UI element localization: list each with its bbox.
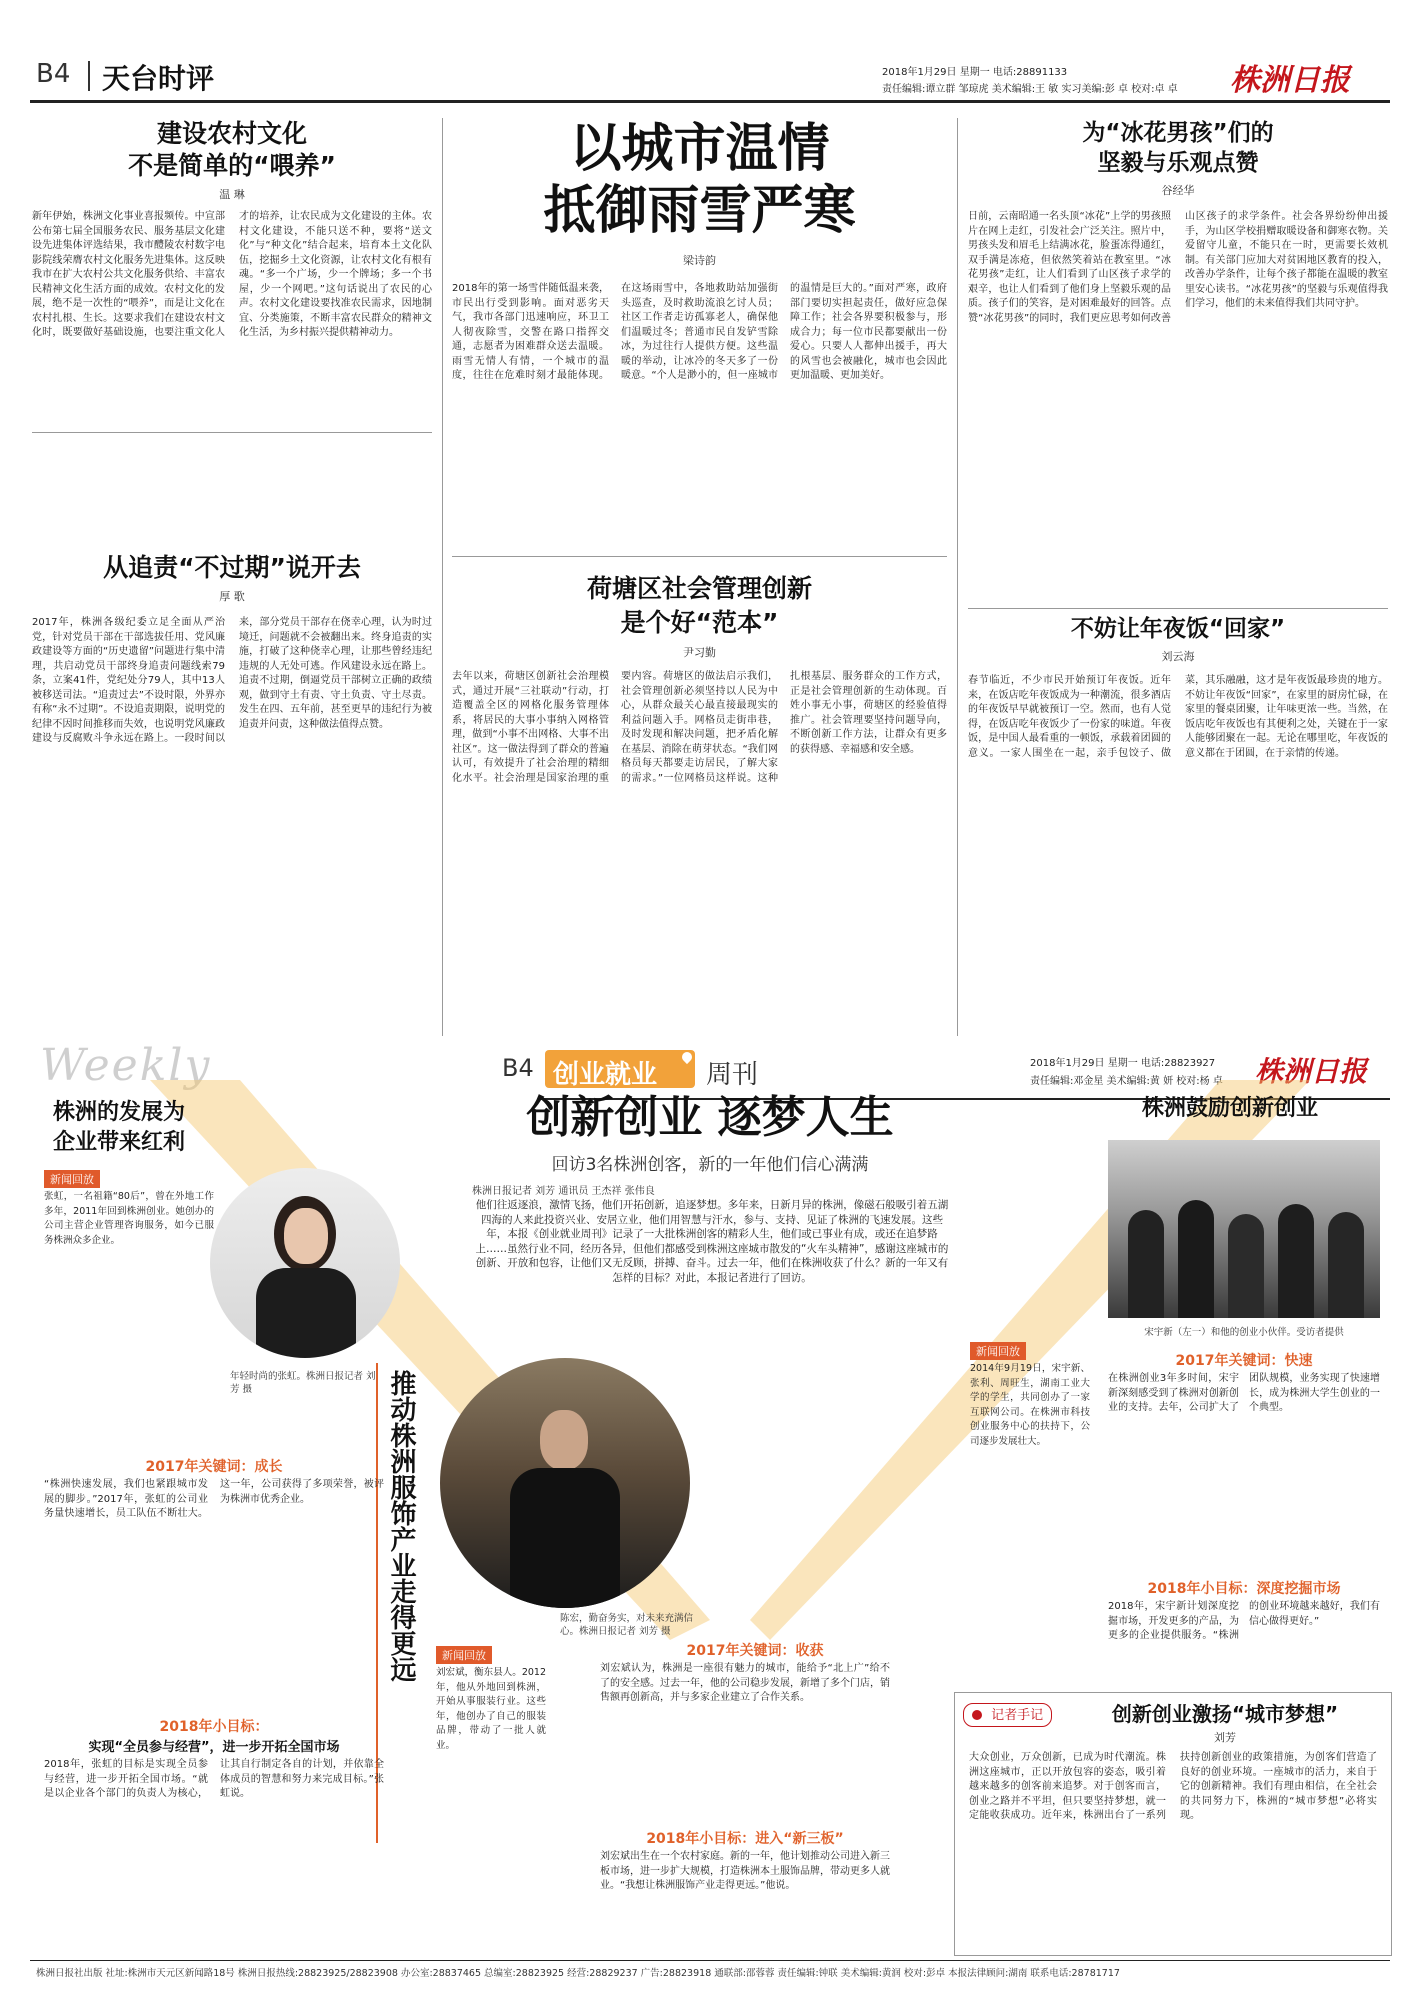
reporter-note-label: 记者手记 bbox=[991, 1708, 1044, 1723]
photo-caption: 年轻时尚的张虹。株洲日报记者 刘芳 摄 bbox=[230, 1371, 376, 1395]
article-hetang-innovation bbox=[452, 572, 947, 1036]
page-number: B4 bbox=[502, 1054, 534, 1082]
keyword-2018: 2018年小目标：深度挖掘市场 bbox=[1147, 1581, 1341, 1597]
header-divider bbox=[88, 61, 90, 91]
article-accountability bbox=[32, 552, 432, 1032]
group-person-3 bbox=[1228, 1214, 1264, 1318]
review-text: 张虹，一名祖籍“80后”，曾在外地工作多年，2011年回到株洲创业。她创办的公司主营企业管理咨询服务，如今已服务株洲众多企业。 bbox=[44, 1191, 214, 1246]
vertical-title: 推动株洲服饰产业走得更远 bbox=[386, 1370, 416, 1682]
article-author: 刘云海 bbox=[1161, 650, 1195, 663]
article-city-warmth bbox=[452, 118, 947, 546]
entrepreneur-photo bbox=[440, 1358, 690, 1608]
article-title-line2: 坚毅与乐观点赞 bbox=[1097, 150, 1259, 176]
header-rule bbox=[30, 100, 1390, 103]
person-head bbox=[540, 1410, 588, 1470]
article-title: 从追责“不过期”说开去 bbox=[103, 553, 361, 582]
article-author: 厚 歌 bbox=[219, 590, 245, 603]
review-tag-label: 新闻回放 bbox=[44, 1170, 100, 1188]
weekly-watermark: Weekly bbox=[40, 1040, 212, 1091]
article-author: 谷经华 bbox=[1161, 184, 1195, 197]
date-line: 2018年1月29日 星期一 电话:28891133 bbox=[882, 67, 1068, 78]
date-line: 2018年1月29日 星期一 电话:28823927 bbox=[1030, 1058, 1216, 1069]
divider bbox=[968, 608, 1388, 609]
article-title-line2: 抵御雨雪严寒 bbox=[543, 181, 856, 241]
editors-line: 责任编辑:谭立群 邹琼虎 美术编辑:王 敏 实习美编:彭 卓 校对:卓 卓 bbox=[882, 84, 1178, 95]
footer-text: 株洲日报社出版 社址:株洲市天元区新闻路18号 株洲日报热线:28823925/28823908 办公室:28837465 总编室:28823925 经营:28829237 广告:28823918 通联部:邵蓉蓉 责任编辑:钟联 美术编辑:黄润 校对:彭卓 本报法律顾问:湖南 联系电话:28781717 bbox=[36, 1968, 1120, 1979]
section-suffix: 周刊 bbox=[706, 1060, 759, 1090]
article-title: 不妨让年夜饭“回家” bbox=[1070, 616, 1286, 642]
feature-intro: 他们往返逐浪，激情飞扬，他们开拓创新，追逐梦想。多年来，日新月异的株洲，像磁石般吸引着五湖四海的人来此投资兴业、安居立业，他们用智慧与汗水，参与、支持、见证了株洲的飞速发展。这些年，本报《创业就业周刊》记录了一大批株洲创客的精彩人生，他们或已事业有成，或还在追梦路上……虽然行业不同，经历各异，但他们都感受到株洲这座城市散发的“火车头精神”，感谢这座城市的创新、开放和包容，让他们又无反顾，拼搏、奋斗。过去一年，他们在株洲收获了什么？新的一年又有怎样的目标？对此，本报记者进行了回访。 bbox=[475, 1199, 949, 1284]
page-number: B4 bbox=[36, 59, 71, 89]
keyword-2017: 2017年关键词：成长 bbox=[145, 1459, 283, 1475]
group-person-2 bbox=[1178, 1200, 1214, 1318]
person-body bbox=[510, 1468, 620, 1608]
article-body: 日前，云南昭通一名头顶“冰花”上学的男孩照片在网上走红，引发社会广泛关注。照片中，男孩头发和眉毛上结满冰花，脸蛋冻得通红，双手满是冻疮，但依然笑着站在教室里。“冰花男孩”走红，让人们看到了山区孩子求学的艰辛，也让人们看到了他们身上坚毅乐观的品质。孩子们的笑容，是对困难最好的回答。点赞“冰花男孩”的同时，我们更应思考如何改善山区孩子的求学条件。社会各界纷纷伸出援手，为山区学校捐赠取暖设备和御寒衣物。关爱留守儿童，不能只在一时，更需要长效机制。有关部门应加大对贫困地区教育的投入，改善办学条件，让每个孩子都能在温暖的教室里安心读书。“冰花男孩”的坚毅与乐观值得我们学习，他们的未来值得我们共同守护。 bbox=[968, 211, 1388, 324]
article-ice-boy bbox=[968, 118, 1388, 602]
left-feature-photo bbox=[210, 1168, 400, 1358]
text-2018: 刘宏斌出生在一个农村家庭。新的一年，他计划推动公司进入新三板市场，进一步扩大规模，打造株洲本土服饰品牌，带动更多人就业。“我想让株洲服饰产业走得更远。”他说。 bbox=[600, 1851, 890, 1891]
text-2018: 2018年，宋宇新计划深度挖掘市场，开发更多的产品，为更多的企业提供服务。“株洲的创业环境越来越好，我们有信心做得更好。” bbox=[1108, 1601, 1380, 1641]
article-body: 2017年，株洲各级纪委立足全面从严治党，针对党员干部在干部选拔任用、党风廉政建设等方面的“历史遗留”问题进行集中清理，共启动党员干部终身追责问题线索79条，立案41件，党纪处分79人，其中13人被移送司法。“追责过去”不设时限，外界亦有称“永不过期”。不设追责期限，说明党的纪律不因时间推移而失效，也说明党风廉政建设与反腐败斗争永远在路上。一段时间以来，部分党员干部存在侥幸心理，认为时过境迁，问题就不会被翻出来。终身追责的实施，打破了这种侥幸心理，让那些曾经违纪违规的人无处可逃。作风建设永远在路上。追责不过期，倒逼党员干部树立正确的政绩观，做到守土有责、守土负责、守土尽责。发生在四、五年前，甚至更早的违纪行为被追责并问责，这种做法值得点赞。 bbox=[32, 617, 432, 744]
article-title-line2: 是个好“范本” bbox=[620, 608, 779, 637]
article-body: 2018年的第一场雪伴随低温来袭，市民出行受到影响。面对恶劣天气，我市各部门迅速响应，环卫工人彻夜除雪，交警在路口指挥交通，志愿者为困难群众送去温暖。雨雪无情人有情，一个城市的温度，往往在危难时刻才最能体现。在这场雨雪中，各地救助站加强街头巡查，及时救助流浪乞讨人员；社区工作者走访孤寡老人，确保他们温暖过冬；普通市民自发铲雪除冰，为过往行人提供方便。这些温暖的举动，让冰冷的冬天多了一份暖意。“个人是渺小的，但一座城市的温情是巨大的。”面对严寒，政府部门要切实担起责任，做好应急保障工作；社会各界要积极参与，形成合力；每一位市民都要献出一份爱心。只要人人都伸出援手，再大的风雪也会被融化，城市也会因此更加温暖、更加美好。 bbox=[452, 283, 947, 381]
article-author: 尹习勤 bbox=[683, 646, 716, 659]
article-body: 去年以来，荷塘区创新社会治理模式，通过开展“三社联动”行动，打造覆盖全区的网格化服务管理体系，将居民的大事小事纳入网格管理，做到“小事不出网格、大事不出社区”。这一做法得到了群众的普遍认可，有效提升了社会治理的精细化水平。社会治理是国家治理的重要内容。荷塘区的做法启示我们，社会管理创新必须坚持以人民为中心，从群众最关心最直接最现实的利益问题入手。网格员走街串巷，及时发现和解决问题，把矛盾化解在基层、消除在萌芽状态。“我们网格员每天都要走访居民，了解大家的需求。”一位网格员这样说。这种扎根基层、服务群众的工作方式，正是社会管理创新的生动体现。百姓小事无小事，荷塘区的经验值得推广。社会管理要坚持问题导向，不断创新工作方法，让群众有更多的获得感、幸福感和安全感。 bbox=[452, 671, 947, 784]
photo-caption: 宋宇新（左一）和他的创业小伙伴。受访者提供 bbox=[1144, 1327, 1344, 1338]
column-divider bbox=[442, 118, 443, 1036]
photo-caption: 陈宏，勤奋务实，对未来充满信心。株洲日报记者 刘芳 摄 bbox=[560, 1613, 694, 1637]
group-person-4 bbox=[1278, 1204, 1314, 1318]
reporter-note-body: 大众创业，万众创新，已成为时代潮流。株洲这座城市，正以开放包容的姿态，吸引着越来越多的创客前来追梦。对于创客而言，创业之路并不平坦，但只要坚持梦想，就一定能收获成功。近年来，株洲出台了一系列扶持创新创业的政策措施，为创客们营造了良好的创业环境。一座城市的活力，来自于它的创新精神。我们有理由相信，在全社会的共同努力下，株洲的“城市梦想”必将实现。 bbox=[969, 1752, 1377, 1821]
footer-rule bbox=[30, 1960, 1390, 1961]
article-author: 温 琳 bbox=[219, 188, 245, 201]
article-body: 春节临近，不少市民开始预订年夜饭。近年来，在饭店吃年夜饭成为一种潮流，很多酒店的年夜饭早早就被预订一空。然而，也有人觉得，在饭店吃年夜饭少了一份家的味道。年夜饭，是中国人最看重的一顿饭，承载着团圆的意义。一家人围坐在一起，亲手包饺子、做菜，其乐融融，这才是年夜饭最珍贵的地方。不妨让年夜饭“回家”，在家里的厨房忙碌，在家里的餐桌团聚，让年味更浓一些。当然，在饭店吃年夜饭也有其便利之处，关键在于一家人能够团聚在一起。无论在哪里吃，年夜饭的意义都在于团圆，在于亲情的传递。 bbox=[968, 675, 1388, 759]
review-text: 刘宏斌，衡东县人。2012年，他从外地回到株洲，开始从事服装行业。这些年，他创办了自己的服装品牌，带动了一批人就业。 bbox=[436, 1667, 546, 1751]
reporter-note bbox=[954, 1692, 1392, 1956]
newspaper-logo: 株洲日报 bbox=[1255, 1055, 1368, 1088]
article-rural-culture bbox=[32, 118, 432, 426]
reporter-note-title: 创新创业激扬“城市梦想” bbox=[1111, 1702, 1339, 1726]
column-divider bbox=[957, 118, 958, 1036]
editors-line: 责任编辑:邓金星 美术编辑:黄 妍 校对:杨 卓 bbox=[1030, 1076, 1223, 1087]
article-title-line1: 为“冰花男孩”们的 bbox=[1082, 120, 1274, 146]
keyword-2017: 2017年关键词：收获 bbox=[686, 1643, 824, 1659]
feature-title: 创新创业 逐梦人生 bbox=[526, 1092, 894, 1143]
group-person-5 bbox=[1328, 1212, 1364, 1318]
person-face bbox=[284, 1208, 328, 1264]
keyword-2018: 2018年小目标： bbox=[159, 1719, 269, 1735]
article-body: 新年伊始，株洲文化事业喜报频传。中宣部公布第七届全国服务农民、服务基层文化建设先进集体评选结果，我市醴陵农村数字电影院线荣膺农村文化服务先进集体。这反映我市在扩大农村公共文化服务供给、丰富农民精神文化生活方面的成效。农村文化的发展，绝不是一次性的“喂养”，而是让文化在农村扎根、生长。这要求我们在建设农村文化时，既要做好基础设施，也要注重文化人才的培养，让农民成为文化建设的主体。农村文化建设，不能只送不种，要将“送文化”与“种文化”结合起来，培育本土文化队伍，挖掘乡土文化资源，让农村文化有根有魂。“多一个广场，少一个牌场；多一个书屋，少一个网吧。”这句话说出了农民的心声。农村文化建设要找准农民需求，因地制宜、分类施策，不断丰富农民群众的精神文化生活，为乡村振兴提供精神动力。 bbox=[32, 211, 432, 338]
article-title-line1: 荷塘区社会管理创新 bbox=[586, 574, 812, 603]
divider bbox=[452, 556, 947, 557]
keyword-2017: 2017年关键词：快速 bbox=[1175, 1353, 1313, 1369]
keyword-2018-detail: 实现“全员参与经营”，进一步开拓全国市场 bbox=[88, 1740, 340, 1755]
review-tag-label: 新闻回放 bbox=[436, 1646, 492, 1664]
left-feature-title-line2: 企业带来红利 bbox=[52, 1130, 185, 1155]
section-title: 创业就业 bbox=[553, 1060, 658, 1090]
review-tag-label: 新闻回放 bbox=[970, 1342, 1026, 1360]
newspaper-logo: 株洲日报 bbox=[1230, 63, 1350, 98]
section-title: 天台时评 bbox=[102, 62, 215, 95]
person-body bbox=[256, 1268, 356, 1358]
right-feature-photo bbox=[1108, 1140, 1380, 1318]
article-author: 梁诗韵 bbox=[683, 254, 716, 267]
right-feature-title: 株洲鼓励创新创业 bbox=[1141, 1096, 1318, 1121]
keyword-2018: 2018年小目标：进入“新三板” bbox=[646, 1831, 844, 1847]
text-2017: 刘宏斌认为，株洲是一座很有魅力的城市，能给予“北上广”给不了的安全感。过去一年，他的公司稳步发展，新增了多个门店，销售额再创新高，并与多家企业建立了合作关系。 bbox=[600, 1663, 890, 1703]
text-2017: “株洲快速发展，我们也紧跟城市发展的脚步。”2017年，张虹的公司业务量快速增长，员工队伍不断壮大。这一年，公司获得了多项荣誉，被评为株洲市优秀企业。 bbox=[44, 1479, 384, 1519]
text-2018: 2018年，张虹的目标是实现全员参与经营，进一步开拓全国市场。“就是以企业各个部门的负责人为核心，让其自行制定各自的计划，并依靠全体成员的智慧和努力来完成目标。”张虹说。 bbox=[44, 1759, 384, 1799]
review-tag bbox=[970, 1340, 1026, 1360]
feature-subtitle: 回访3名株洲创客，新的一年他们信心满满 bbox=[551, 1155, 869, 1175]
reporter-note-author: 刘芳 bbox=[1214, 1731, 1236, 1744]
group-person-1 bbox=[1128, 1210, 1164, 1318]
review-text: 2014年9月19日，宋宇新、张利、周旺生，湖南工业大学的学生，共同创办了一家互联网公司。在株洲市科技创业服务中心的扶持下，公司逐步发展壮大。 bbox=[970, 1363, 1090, 1447]
reporter-icon bbox=[972, 1710, 982, 1720]
feature-byline: 株洲日报记者 刘芳 通讯员 王杰祥 张伟良 bbox=[472, 1186, 655, 1197]
review-tag bbox=[44, 1168, 100, 1188]
left-feature-title-line1: 株洲的发展为 bbox=[52, 1100, 185, 1125]
text-2017: 在株洲创业3年多时间，宋宇新深刻感受到了株洲对创新创业的支持。去年，公司扩大了团队规模，业务实现了快速增长，成为株洲大学生创业的一个典型。 bbox=[1108, 1373, 1380, 1413]
top-header bbox=[30, 55, 1390, 99]
reporter-note-badge bbox=[963, 1703, 1052, 1727]
article-title-line2: 不是简单的“喂养” bbox=[128, 151, 336, 180]
review-tag bbox=[436, 1644, 492, 1664]
article-title-line1: 建设农村文化 bbox=[156, 119, 307, 148]
divider bbox=[32, 432, 432, 433]
article-title-line1: 以城市温情 bbox=[569, 119, 830, 179]
article-new-year-dinner bbox=[968, 614, 1388, 1036]
